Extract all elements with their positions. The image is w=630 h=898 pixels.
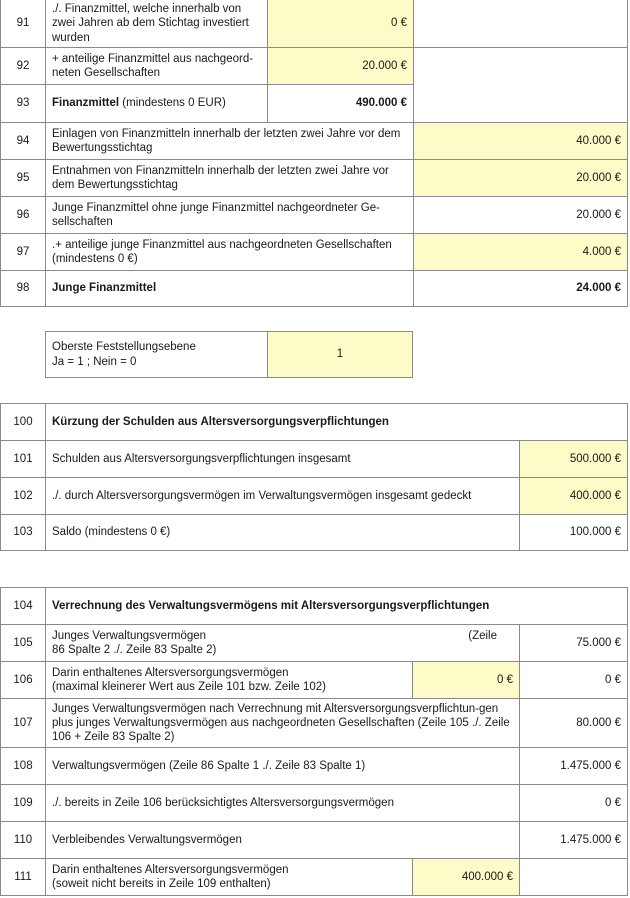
row-description: .+ anteilige junge Finanzmittel aus nachgeordneten Gesellschaften (mindestens 0 €) — [45, 233, 414, 271]
description-line2: (maximal kleinerer Wert aus Zeile 101 bzw. Zeile 102) — [52, 681, 326, 693]
row-number: 103 — [0, 514, 46, 551]
row-number: 110 — [0, 821, 46, 859]
section-number: 104 — [0, 587, 46, 625]
feststellung-input[interactable]: 1 — [267, 331, 413, 378]
total-value: 24.000 € — [413, 270, 628, 307]
row-number: 106 — [0, 661, 46, 699]
row-description: Junge Finanzmittel — [45, 270, 414, 307]
row-description: Junge Finanzmittel ohne junge Finanzmittel nachgeordneter Ge-sellschaften — [45, 196, 414, 234]
row-description — [45, 858, 413, 896]
input-cell[interactable]: 20.000 € — [267, 47, 414, 85]
row-number: 109 — [0, 784, 46, 822]
row-number: 98 — [0, 270, 46, 307]
input-cell[interactable]: 400.000 € — [412, 858, 520, 896]
section-title: Verrechnung des Verwaltungsvermögens mit Altersversorgungsverpflichtungen — [45, 587, 628, 625]
row-number: 111 — [0, 858, 46, 896]
description-line1: Darin enthaltenes Altersversorgungsvermögen — [52, 666, 289, 679]
row-description: + anteilige Finanzmittel aus nachgeord-neten Gesellschaften — [45, 47, 268, 85]
row-number: 108 — [0, 747, 46, 785]
computed-value: 100.000 € — [519, 514, 628, 551]
feststellung-label-line2: Ja = 1 ; Nein = 0 — [52, 355, 137, 368]
row-description: Schulden aus Altersversorgungsverpflichtungen insgesamt — [45, 440, 520, 478]
input-cell[interactable]: 500.000 € — [519, 440, 628, 478]
row-number: 102 — [0, 477, 46, 515]
total-value: 490.000 € — [267, 84, 414, 123]
row-number: 101 — [0, 440, 46, 478]
empty-cell — [413, 0, 628, 48]
computed-value: 80.000 € — [519, 698, 628, 748]
input-cell[interactable]: 4.000 € — [413, 233, 628, 271]
input-cell[interactable]: 400.000 € — [519, 477, 628, 515]
computed-value: 1.475.000 € — [519, 747, 628, 785]
computed-value: 1.475.000 € — [519, 821, 628, 859]
description-line1: Junges Verwaltungsvermögen — [52, 629, 207, 642]
computed-value: 0 € — [519, 784, 628, 822]
row-number: 91 — [0, 0, 46, 48]
row-description: Saldo (mindestens 0 €) — [45, 514, 520, 551]
row-description — [45, 84, 268, 123]
input-cell[interactable]: 0 € — [267, 0, 414, 48]
row-description — [45, 624, 520, 662]
description-bold: Finanzmittel — [52, 97, 120, 110]
section-number: 100 — [0, 403, 46, 441]
row-number: 93 — [0, 84, 46, 123]
empty-value-cell — [519, 858, 628, 896]
input-cell[interactable]: 20.000 € — [413, 159, 628, 197]
row-number: 97 — [0, 233, 46, 271]
computed-value: 0 € — [519, 661, 628, 699]
row-number: 105 — [0, 624, 46, 662]
row-description: Verwaltungsvermögen (Zeile 86 Spalte 1 ./. Zeile 83 Spalte 1) — [45, 747, 520, 785]
input-cell[interactable]: 0 € — [412, 661, 520, 699]
description-line2: (soweit nicht bereits in Zeile 109 enthalten) — [52, 878, 271, 890]
row-number: 92 — [0, 47, 46, 85]
row-description: Einlagen von Finanzmitteln innerhalb der letzten zwei Jahre vor dem Bewertungsstichtag — [45, 122, 414, 160]
row-description — [45, 661, 413, 699]
description-line2: 86 Spalte 2 ./. Zeile 83 Spalte 2) — [52, 644, 217, 656]
input-cell[interactable]: 40.000 € — [413, 122, 628, 160]
row-description: ./. durch Altersversorgungsvermögen im Verwaltungsvermögen insgesamt gedeckt — [45, 477, 520, 515]
section-title: Kürzung der Schulden aus Altersversorgungsverpflichtungen — [45, 403, 628, 441]
row-description: Junges Verwaltungsvermögen nach Verrechnung mit Altersversorgungsverpflichtun-gen plus junges Verwaltungsvermögen aus nachgeordneten Gesellschaften (Zeile 105 ./. Zeile 106 + Zeile 83 Spalte 2) — [45, 698, 520, 748]
row-description: Verbleibendes Verwaltungsvermögen — [45, 821, 520, 859]
row-description: Entnahmen von Finanzmitteln innerhalb der letzten zwei Jahre vor dem Bewertungsstichtag — [45, 159, 414, 197]
empty-cell — [413, 47, 628, 123]
description-line1: Darin enthaltenes Altersversorgungsvermögen — [52, 863, 289, 876]
description-rest: (mindestens 0 EUR) — [119, 97, 226, 110]
row-number: 107 — [0, 698, 46, 748]
row-number: 94 — [0, 122, 46, 160]
computed-value: 75.000 € — [519, 624, 628, 662]
description-line1-right: (Zeile — [468, 629, 497, 642]
feststellung-label-line1: Oberste Feststellungsebene — [52, 341, 196, 354]
computed-value: 20.000 € — [413, 196, 628, 234]
row-description: ./. Finanzmittel, welche innerhalb von zwei Jahren ab dem Stichtag investiert wurden — [45, 0, 268, 48]
row-number: 96 — [0, 196, 46, 234]
feststellung-label — [45, 331, 268, 378]
row-description: ./. bereits in Zeile 106 berücksichtigtes Altersversorgungsvermögen — [45, 784, 520, 822]
row-number: 95 — [0, 159, 46, 197]
